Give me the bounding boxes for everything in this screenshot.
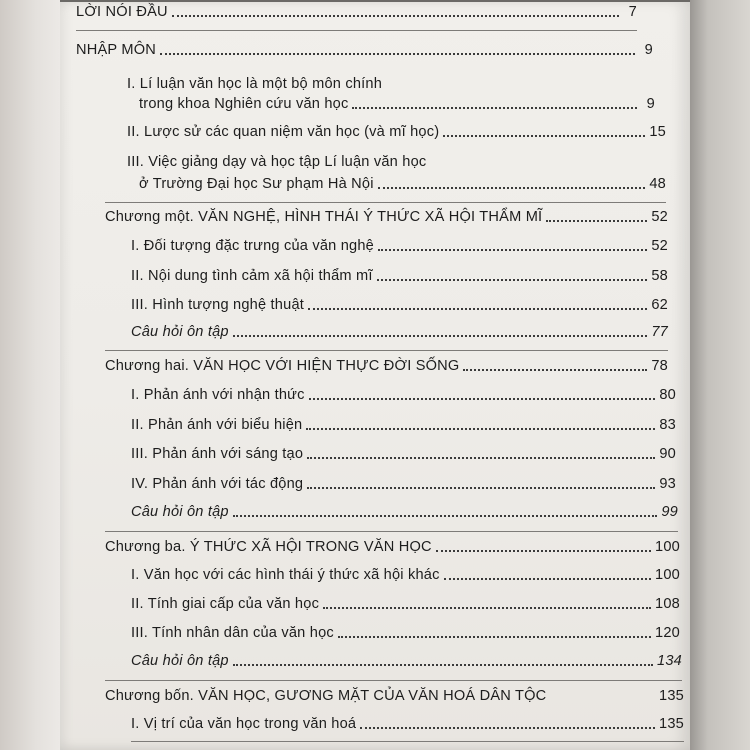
toc-page-number: 99 [661,504,678,520]
toc-page-number: 7 [628,4,637,20]
toc-entry-review [131,324,668,340]
section-divider [131,741,684,742]
leader-space [550,700,655,701]
section-divider [105,202,666,203]
toc-entry-chuong-ba-1 [131,567,680,583]
leader-dots [233,663,653,666]
toc-page-number: 108 [655,596,680,612]
leader-dots [463,368,647,371]
toc-page-number: 78 [651,358,668,374]
toc-entry-review [131,653,682,669]
toc-entry-chuong-ba-2 [131,596,680,612]
toc-page-number: 80 [659,387,676,403]
leader-dots [306,427,655,430]
toc-entry-chuong-bon-1 [131,716,684,732]
toc-entry-title: III. Phản ánh với sáng tạo [131,446,304,462]
toc-page-number: 58 [651,268,668,284]
toc-entry-title: I. Văn học với các hình thái ý thức xã hội khác [131,567,440,583]
toc-entry-nhap-mon-1 [139,96,655,112]
toc-page-number: 134 [657,653,682,669]
leader-dots [233,514,658,517]
toc-entry-chuong-bon [105,688,684,704]
leader-dots [546,219,647,222]
toc-entry-title: Câu hỏi ôn tập [131,324,229,340]
toc-entry-chuong-hai-1 [131,387,676,403]
toc-entry-title: III. Hình tượng nghệ thuật [131,297,305,313]
leader-dots [377,278,648,281]
toc-entry-title: III. Việc giảng dạy và học tập Lí luận văn học [127,154,427,170]
leader-dots [443,134,645,137]
leader-dots [172,14,619,17]
toc-page-number: 135 [659,716,684,732]
toc-entry-title: Câu hỏi ôn tập [131,504,229,520]
toc-entry-chuong-ba-3 [131,625,680,641]
leader-dots [309,397,656,400]
toc-page-number: 15 [649,124,666,140]
leader-dots [307,486,655,489]
toc-page-number: 9 [644,42,653,58]
toc-entry-title: I. Vị trí của văn học trong văn hoá [131,716,357,732]
leader-dots [360,726,655,729]
toc-page-number: 90 [659,446,676,462]
section-divider [105,350,668,351]
toc-entry-chuong-hai-2 [131,417,676,433]
toc-entry-title: Câu hỏi ôn tập [131,653,229,669]
toc-entry-title: Chương một. VĂN NGHỆ, HÌNH THÁI Ý THỨC XÃ HỘI THẨM MĨ [105,209,543,225]
leader-dots [352,106,637,109]
toc-entry-title: II. Lược sử các quan niệm văn học (và mĩ học) [127,124,440,140]
toc-entry-chuong-hai-4 [131,476,676,492]
toc-page-number: 100 [655,567,680,583]
toc-entry-title: IV. Phản ánh với tác động [131,476,304,492]
leader-dots [378,248,647,251]
toc-entry-chuong-mot-2 [131,268,668,284]
toc-entry-review [131,504,678,520]
toc-entry-title: ở Trường Đại học Sư phạm Hà Nội [139,176,374,192]
leader-dots [338,635,651,638]
toc-entry-title: Chương hai. VĂN HỌC VỚI HIỆN THỰC ĐỜI SỐNG [105,358,460,374]
toc-entry-title: II. Phản ánh với biểu hiện [131,417,303,433]
toc-page-number: 93 [659,476,676,492]
section-divider [76,30,637,31]
toc-page-number: 52 [651,209,668,225]
toc-page-number: 135 [659,688,684,704]
toc-entry-title: I. Đối tượng đặc trưng của văn nghệ [131,238,374,254]
toc-entry-title: II. Nội dung tình cảm xã hội thẩm mĩ [131,268,373,284]
toc-page-number: 120 [655,625,680,641]
leader-dots [233,334,648,337]
toc-entry-nhap-mon [76,42,653,58]
toc-entry-chuong-mot-1 [131,238,668,254]
leader-dots [323,606,651,609]
section-divider [105,680,682,681]
toc-entry-title: I. Lí luận văn học là một bộ môn chính [127,76,383,92]
toc-entry-title: II. Tính giai cấp của văn học [131,596,320,612]
toc-entry-nhap-mon-3 [139,176,666,192]
toc-entry-title: III. Tính nhân dân của văn học [131,625,334,641]
toc-entry-title: trong khoa Nghiên cứu văn học [139,96,349,112]
left-page-margin [0,0,60,750]
toc-entry-nhap-mon-2 [127,124,666,140]
toc-entry-chuong-mot-3 [131,297,668,313]
toc-page-number: 52 [651,238,668,254]
toc-entry-chuong-ba [105,539,680,555]
toc-entry-title: I. Phản ánh với nhận thức [131,387,305,403]
toc-page-number: 9 [646,96,655,112]
toc-entry-chuong-hai-3 [131,446,676,462]
toc-entry-title: Chương bốn. VĂN HỌC, GƯƠNG MẶT CỦA VĂN HOÁ DÂN TỘC [105,688,547,704]
leader-dots [436,549,651,552]
leader-dots [307,456,655,459]
toc-entry-intro [76,4,637,20]
leader-dots [444,577,651,580]
section-divider [105,531,678,532]
toc-entry-chuong-hai [105,358,668,374]
toc-page-number: 62 [651,297,668,313]
toc-entry-title: LỜI NÓI ĐẦU [76,4,168,20]
page-edge-shadow [690,0,750,750]
toc-page-number: 83 [659,417,676,433]
toc-page-number: 77 [651,324,668,340]
leader-dots [308,307,647,310]
toc-page-number: 100 [655,539,680,555]
toc-entry-title: NHẬP MÔN [76,42,156,58]
toc-entry-title: Chương ba. Ý THỨC XÃ HỘI TRONG VĂN HỌC [105,539,432,555]
leader-dots [160,52,635,55]
leader-dots [378,186,646,189]
toc-entry-chuong-mot [105,209,668,225]
top-border [60,0,690,2]
toc-page-number: 48 [649,176,666,192]
